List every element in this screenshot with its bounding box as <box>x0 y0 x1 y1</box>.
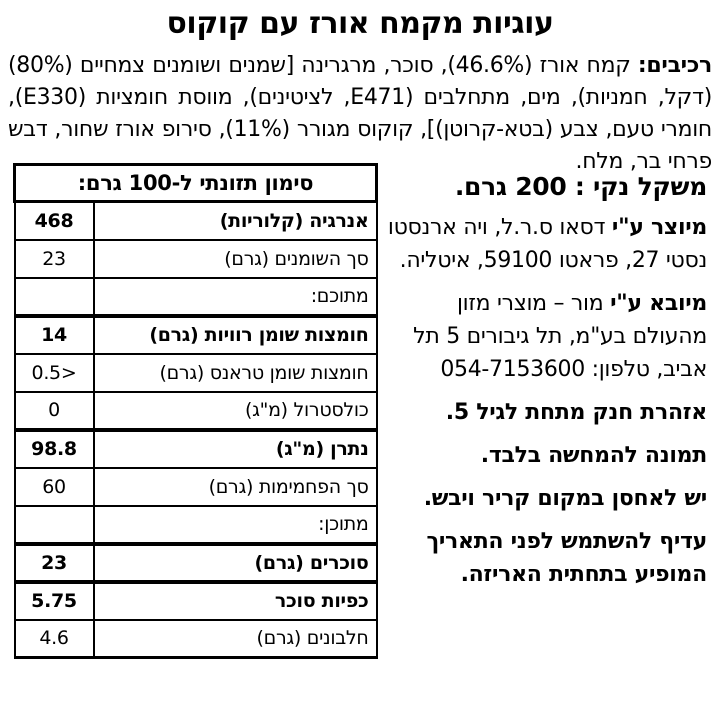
nutrition-row-label: כולסטרול (מ"ג) <box>94 392 377 430</box>
nutrition-row <box>15 278 377 316</box>
net-weight-text: משקל נקי : 200 גרם. <box>454 172 707 201</box>
nutrition-row-label: סך הפחמימות (גרם) <box>94 468 377 506</box>
importer-text: מור – מוצרי מזון מהעולם בע"מ, תל גיבורים 5 תל אביב, טלפון: 054-7153600 <box>413 291 707 382</box>
nutrition-row <box>15 544 377 582</box>
ingredients-text: קמח אורז (46.6%), סוכר, מרגרינה [שמנים ושומנים צמחיים (80%) (דקל, חמניות), מים, מתחלבים (E471, לציטינים), מווסת חומציות (E330), חומרי טעם, צבע (בטא-קרוטן)], קוקוס מגורר (11%), סירופ אורז שחור, דבש פרחי בר, מלח. <box>8 53 713 174</box>
nutrition-row-label: סך השומנים (גרם) <box>94 240 377 278</box>
producer-label: מיוצר ע"י <box>611 215 707 240</box>
ingredients-paragraph <box>8 50 712 178</box>
nutrition-row <box>15 316 377 354</box>
nutrition-table-header: סימון תזונתי ל-100 גרם: <box>15 165 377 202</box>
nutrition-row-value: <0.5 <box>15 354 94 392</box>
nutrition-row-value: 98.8 <box>15 430 94 468</box>
nutrition-row-label: אנרגיה (קלוריות) <box>94 202 377 240</box>
importer-label: מיובא ע"י <box>610 291 707 316</box>
producer-paragraph <box>380 211 707 277</box>
nutrition-row-value <box>15 506 94 544</box>
nutrition-row-label: חלבונים (גרם) <box>94 620 377 658</box>
ingredients-label: רכיבים: <box>637 53 712 78</box>
nutrition-row-label: חומצות שומן רוויות (גרם) <box>94 316 377 354</box>
nutrition-row-label: חומצות שומן טראנס (גרם) <box>94 354 377 392</box>
product-title: עוגיות מקמח אורז עם קוקוס <box>166 6 554 41</box>
nutrition-row-label: כפיות סוכר <box>94 582 377 620</box>
nutrition-row <box>15 354 377 392</box>
nutrition-row <box>15 582 377 620</box>
nutrition-table <box>13 163 378 659</box>
nutrition-row-label: מתוכן: <box>94 506 377 544</box>
producer-text: דסאו ס.ר.ל, ויה ארנסטו נסטי 27, פראטו 59100, איטליה. <box>387 215 707 273</box>
nutrition-row-value: 4.6 <box>15 620 94 658</box>
nutrition-row <box>15 506 377 544</box>
product-details-column <box>380 170 707 601</box>
nutrition-row-value: 23 <box>15 544 94 582</box>
nutrition-row-value: 468 <box>15 202 94 240</box>
illustration-note-text: תמונה להמחשה בלבד. <box>480 443 707 468</box>
nutrition-row-value: 0 <box>15 392 94 430</box>
nutrition-header-row <box>15 165 377 202</box>
nutrition-row-value: 14 <box>15 316 94 354</box>
importer-paragraph <box>380 287 707 386</box>
nutrition-row <box>15 392 377 430</box>
best-before-note-text: עדיף להשתמש לפני התאריך המופיע בתחתית האריזה. <box>426 529 707 587</box>
nutrition-row-label: נתרן (מ"ג) <box>94 430 377 468</box>
nutrition-row <box>15 202 377 240</box>
nutrition-row <box>15 620 377 658</box>
nutrition-row-value <box>15 278 94 316</box>
choking-warning-text: אזהרת חנק מתחת לגיל 5. <box>445 400 707 425</box>
nutrition-row-value: 5.75 <box>15 582 94 620</box>
nutrition-row-label: סוכרים (גרם) <box>94 544 377 582</box>
nutrition-row <box>15 430 377 468</box>
nutrition-row <box>15 468 377 506</box>
nutrition-row-value: 23 <box>15 240 94 278</box>
storage-note-text: יש לאחסן במקום קריר ויבש. <box>423 486 707 511</box>
nutrition-row <box>15 240 377 278</box>
nutrition-table-body <box>15 202 377 658</box>
nutrition-row-value: 60 <box>15 468 94 506</box>
nutrition-row-label: מתוכם: <box>94 278 377 316</box>
